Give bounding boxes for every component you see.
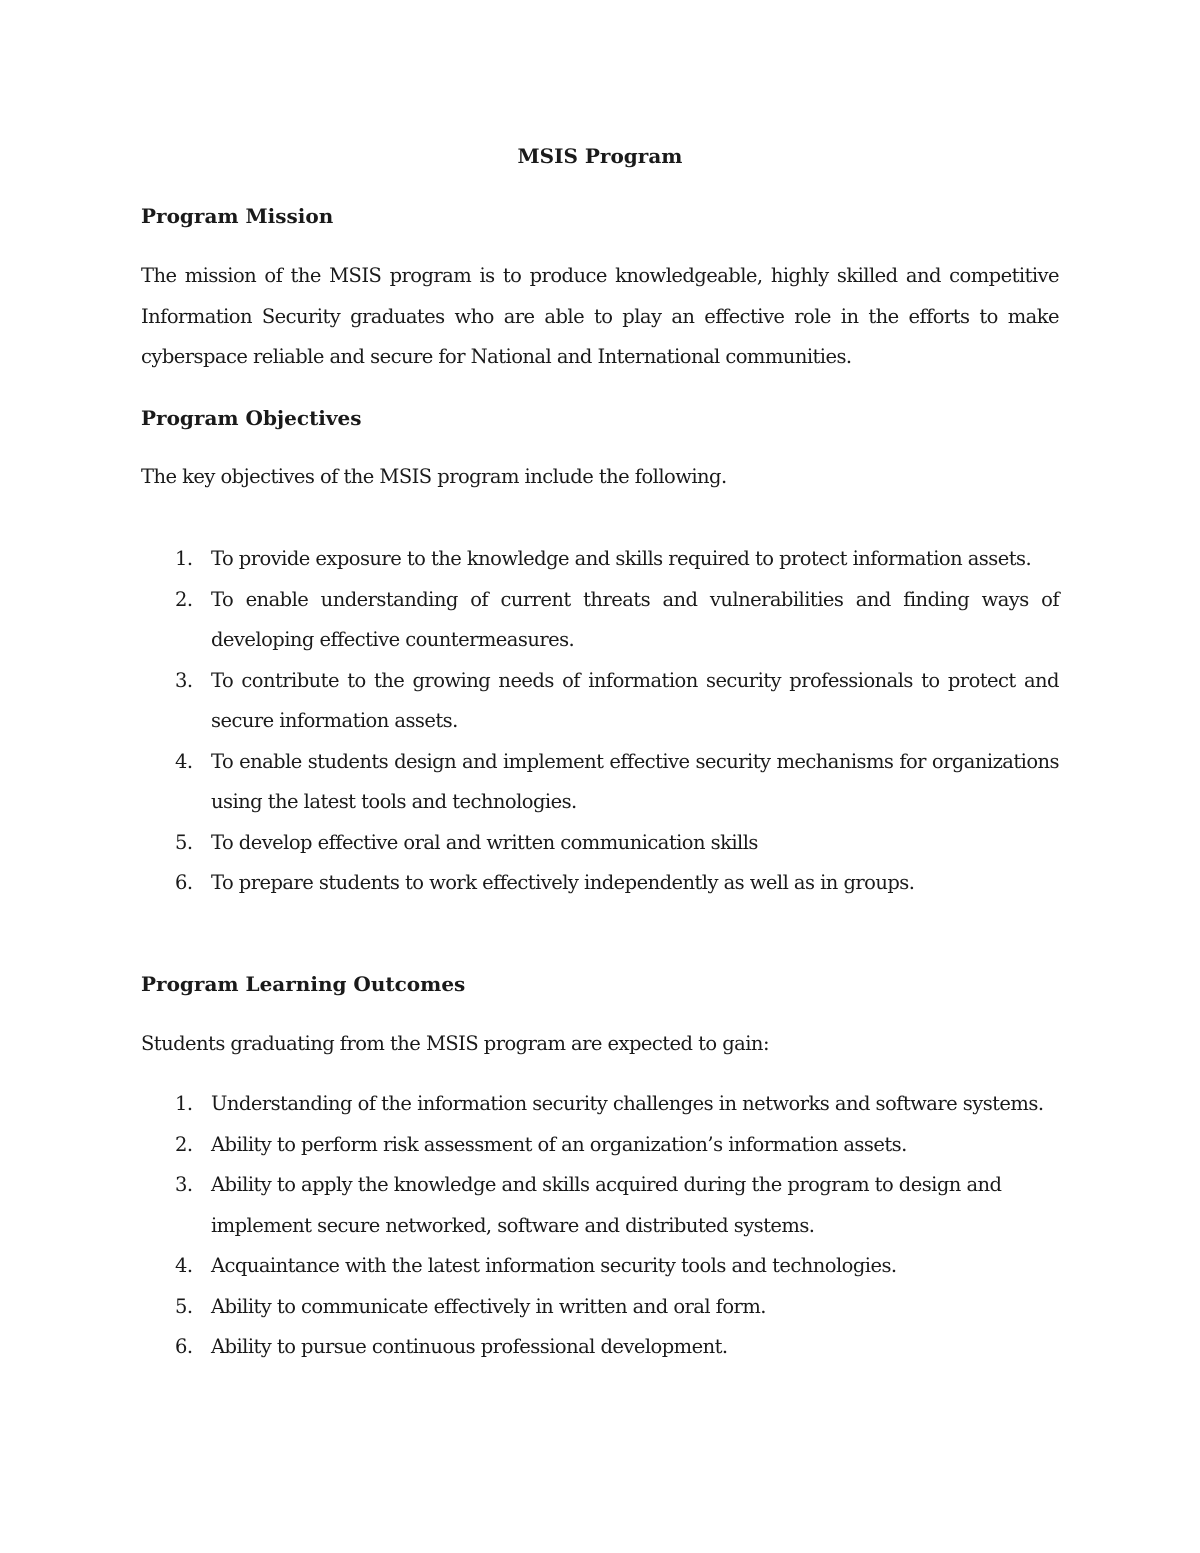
list-item: [141, 1287, 1059, 1328]
list-item-text: Understanding of the information security challenges in networks and software systems.: [211, 1092, 1044, 1115]
list-item-number: 6.: [175, 1335, 193, 1358]
objectives-heading: Program Objectives: [141, 406, 362, 430]
list-item: [141, 742, 1059, 823]
list-item: [141, 1084, 1059, 1125]
list-item-text: Ability to perform risk assessment of an organization’s information assets.: [211, 1132, 907, 1156]
list-item: [141, 580, 1059, 661]
list-item-text: Ability to communicate effectively in written and oral form.: [211, 1294, 766, 1318]
list-item: [141, 539, 1059, 580]
list-item-number: 4.: [175, 1254, 193, 1277]
list-item-number: 3.: [175, 668, 193, 692]
list-item-text: Ability to pursue continuous professional development.: [211, 1335, 728, 1358]
list-item-text: To develop effective oral and written communication skills: [211, 830, 758, 854]
list-item: [141, 1246, 1059, 1287]
list-item: [141, 1165, 1059, 1246]
list-item-text: To enable understanding of current threats and vulnerabilities and finding ways of developing effective countermeasures.: [211, 587, 1059, 651]
list-item-text: Acquaintance with the latest information security tools and technologies.: [211, 1254, 897, 1277]
list-item: [141, 1327, 1059, 1368]
objectives-list: [141, 539, 1059, 904]
list-item-number: 2.: [175, 1132, 193, 1156]
list-item: [141, 863, 1059, 904]
list-item-text: Ability to apply the knowledge and skills acquired during the program to design and implement secure networked, software and distributed systems.: [211, 1173, 1002, 1237]
list-item-number: 2.: [175, 587, 193, 611]
list-item: [141, 661, 1059, 742]
outcomes-intro: Students graduating from the MSIS program are expected to gain:: [141, 1032, 769, 1055]
list-item-text: To enable students design and implement effective security mechanisms for organizations using the latest tools and technologies.: [211, 749, 1059, 813]
list-item-text: To provide exposure to the knowledge and skills required to protect information assets.: [211, 547, 1032, 570]
mission-paragraph: The mission of the MSIS program is to produce knowledgeable, highly skilled and competitive Information Security graduates who are able to play an effective role in the efforts to make cyberspace reliable and secure for National and International communities.: [141, 264, 1059, 368]
list-item-text: To prepare students to work effectively independently as well as in groups.: [211, 871, 915, 894]
objectives-intro: The key objectives of the MSIS program include the following.: [141, 465, 727, 488]
outcomes-list: [141, 1084, 1059, 1368]
list-item-number: 5.: [175, 1294, 193, 1318]
document-title: MSIS Program: [517, 144, 683, 168]
list-item-number: 6.: [175, 871, 193, 894]
list-item-number: 1.: [175, 547, 193, 570]
list-item-number: 4.: [175, 749, 193, 773]
list-item-number: 3.: [175, 1173, 193, 1196]
list-item-number: 5.: [175, 830, 193, 854]
outcomes-heading: Program Learning Outcomes: [141, 972, 466, 996]
mission-heading: Program Mission: [141, 204, 334, 228]
list-item-text: To contribute to the growing needs of information security professionals to protect and secure information assets.: [211, 668, 1059, 732]
list-item: [141, 823, 1059, 864]
list-item-number: 1.: [175, 1092, 193, 1115]
list-item: [141, 1125, 1059, 1166]
